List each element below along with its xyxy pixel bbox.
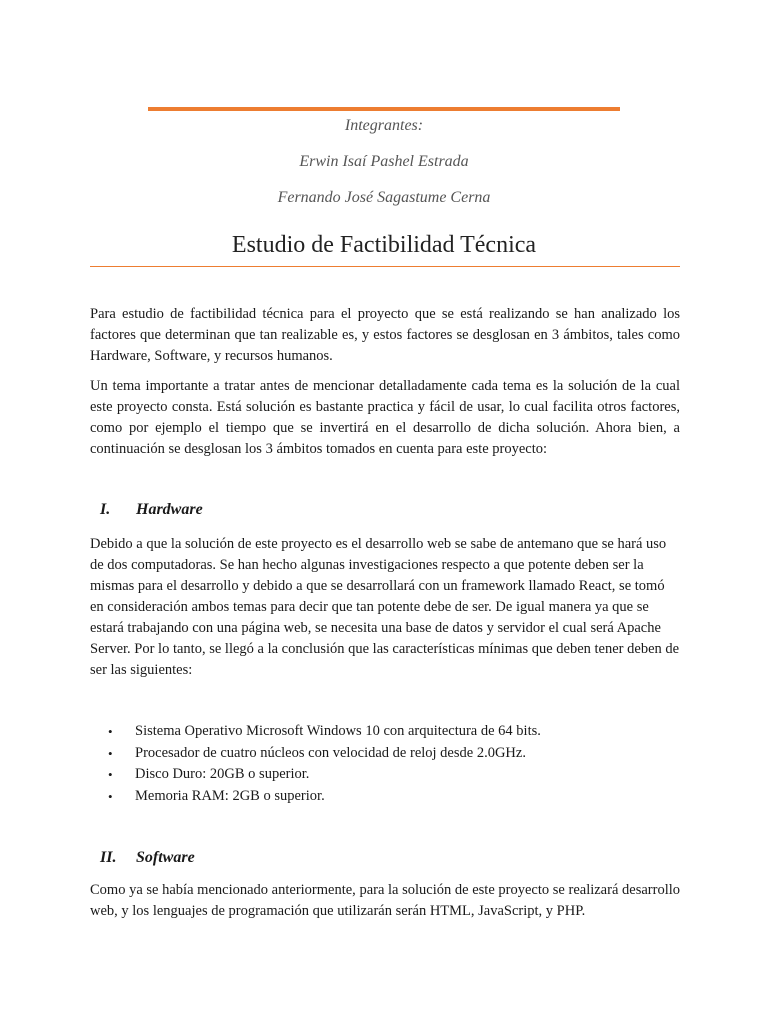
hardware-paragraph: Debido a que la solución de este proyecto es el desarrollo web se sabe de antemano que se hará uso de dos computadoras. Se han hecho algunas investigaciones respecto a que potente deben ser la mismas para el desarrollo y debido a que se desarrollará con un framework llamado React, se tomó en consideración ambos temas para decir que tan potente debe de ser. De igual manera ya que se estará trabajando con una página web, se necesita una base de datos y servidor el cual será Apache Server. Por lo tanto, se llegó a la conclusión que las características mínimas que deben tener deben de ser las siguientes: <box>90 536 680 678</box>
list-item <box>108 721 541 743</box>
member-name: Erwin Isaí Pashel Estrada <box>299 153 469 170</box>
members-heading: Integrantes: <box>344 117 424 134</box>
bullet-icon: • <box>108 788 113 804</box>
document-title: Estudio de Factibilidad Técnica <box>231 232 537 258</box>
list-item-text: Procesador de cuatro núcleos con velocidad de reloj desde 2.0GHz. <box>135 744 526 761</box>
list-item-text: Sistema Operativo Microsoft Windows 10 con arquitectura de 64 bits. <box>135 723 541 739</box>
list-item <box>108 764 541 786</box>
list-item-text: Disco Duro: 20GB o superior. <box>135 766 310 782</box>
list-item-text: Memoria RAM: 2GB o superior. <box>135 787 325 804</box>
section-number: II. <box>100 849 117 866</box>
bullet-icon: • <box>108 745 113 761</box>
software-paragraph: Como ya se había mencionado anteriormente, para la solución de este proyecto se realizará desarrollo web, y los lenguajes de programación que utilizarán serán HTML, JavaScript, y PHP. <box>90 882 680 919</box>
list-item <box>108 786 541 808</box>
section-title: Hardware <box>136 501 203 518</box>
section-number: I. <box>100 501 111 518</box>
title-underline-rule <box>90 266 680 267</box>
list-item <box>108 743 541 765</box>
section-title: Software <box>136 849 195 866</box>
section-heading-software <box>100 849 195 867</box>
member-name: Fernando José Sagastume Cerna <box>277 189 491 206</box>
hardware-requirements-list <box>108 721 541 807</box>
bullet-icon: • <box>108 767 113 782</box>
section-heading-hardware <box>100 501 203 519</box>
header-accent-rule <box>148 107 620 111</box>
bullet-icon: • <box>108 724 113 739</box>
intro-paragraph: Para estudio de factibilidad técnica para el proyecto que se está realizando se han analizado los factores que determinan que tan realizable es, y estos factores se desglosan en 3 ámbitos, tales como Hardware, Software, y recursos humanos. <box>90 306 680 364</box>
intro-paragraph: Un tema importante a tratar antes de mencionar detalladamente cada tema es la solución de la cual este proyecto consta. Está solución es bastante practica y fácil de usar, lo cual facilita otros factores, como por ejemplo el tiempo que se invertirá en el desarrollo de dicha solución. Ahora bien, a continuación se desglosan los 3 ámbitos tomados en cuenta para este proyecto: <box>90 378 680 457</box>
